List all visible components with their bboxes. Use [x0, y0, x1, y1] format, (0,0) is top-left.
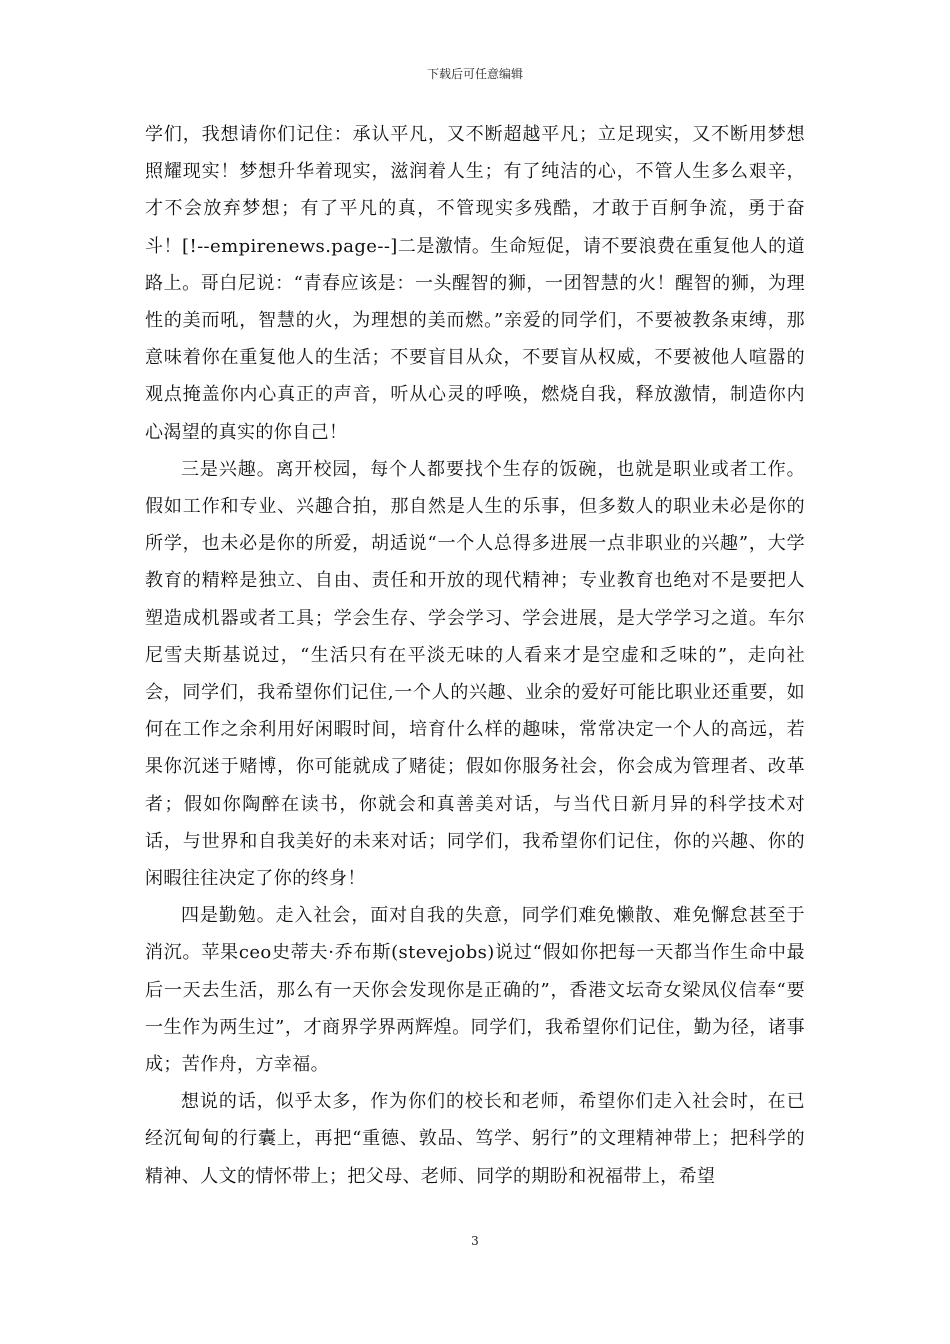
paragraph-closing: 想说的话，似乎太多，作为你们的校长和老师，希望你们走入社会时，在已经沉甸甸的行囊上，再把“重德、敦品、笃学、躬行”的文理精神带上；把科学的精神、人文的情怀带上；把父母、老师、同学的期盼和祝福带上，希望 — [145, 1091, 805, 1187]
paragraph-continuation: 学们，我想请你们记住：承认平凡，又不断超越平凡；立足现实，又不断用梦想照耀现实！梦想升华着现实，滋润着人生；有了纯洁的心，不管人生多么艰辛，才不会放弃梦想；有了平凡的真，不管现实多残酷，才敢于百舸争流，勇于奋斗！[!--empirenews.page--]二是激情。生命短促，请不要浪费在重复他人的道路上。哥白尼说：“青春应该是：一头醒智的狮，一团智慧的火！醒智的狮，为理性的美而吼，智慧的火，为理想的美而燃。”亲爱的同学们，不要被教条束缚，那意味着你在重复他人的生活；不要盲目从众，不要盲从权威，不要被他人喧嚣的观点掩盖你内心真正的声音，听从心灵的呼唤，燃烧自我，释放激情，制造你内心渴望的真实的你自己！ — [145, 124, 805, 443]
paragraph-interest: 三是兴趣。离开校园，每个人都要找个生存的饭碗，也就是职业或者工作。假如工作和专业、兴趣合拍，那自然是人生的乐事，但多数人的职业未必是你的所学，也未必是你的所爱，胡适说“一个人总得多进展一点非职业的兴趣”，大学教育的精粹是独立、自由、责任和开放的现代精神；专业教育也绝对不是要把人塑造成机器或者工具；学会生存、学会学习、学会进展，是大学学习之道。车尔尼雪夫斯基说过，“生活只有在平淡无味的人看来才是空虚和乏味的”，走向社会，同学们，我希望你们记住,一个人的兴趣、业余的爱好可能比职业还重要，如何在工作之余利用好闲暇时间，培育什么样的趣味，常常决定一个人的高远，若果你沉迷于赌博，你可能就成了赌徒；假如你服务社会，你会成为管理者、改革者；假如你陶醉在读书，你就会和真善美对话，与当代日新月异的科学技术对话，与世界和自我美好的未来对话；同学们，我希望你们记住，你的兴趣、你的闲暇往往决定了你的终身！ — [145, 458, 805, 890]
paragraph-diligence: 四是勤勉。走入社会，面对自我的失意，同学们难免懒散、难免懈怠甚至于消沉。苹果ceo史蒂夫·乔布斯(stevejobs)说过“假如你把每一天都当作生命中最后一天去生活，那么有一天你会发现你是正确的”，香港文坛奇女梁凤仪信奉“要一生作为两生过”，才商界学界两辉煌。同学们，我希望你们记住，勤为径，诸事成；苦作舟，方幸福。 — [145, 905, 805, 1076]
page-number: 3 — [471, 1234, 479, 1248]
document-body — [145, 116, 805, 1195]
page-header: 下载后可任意编辑 — [426, 67, 523, 81]
